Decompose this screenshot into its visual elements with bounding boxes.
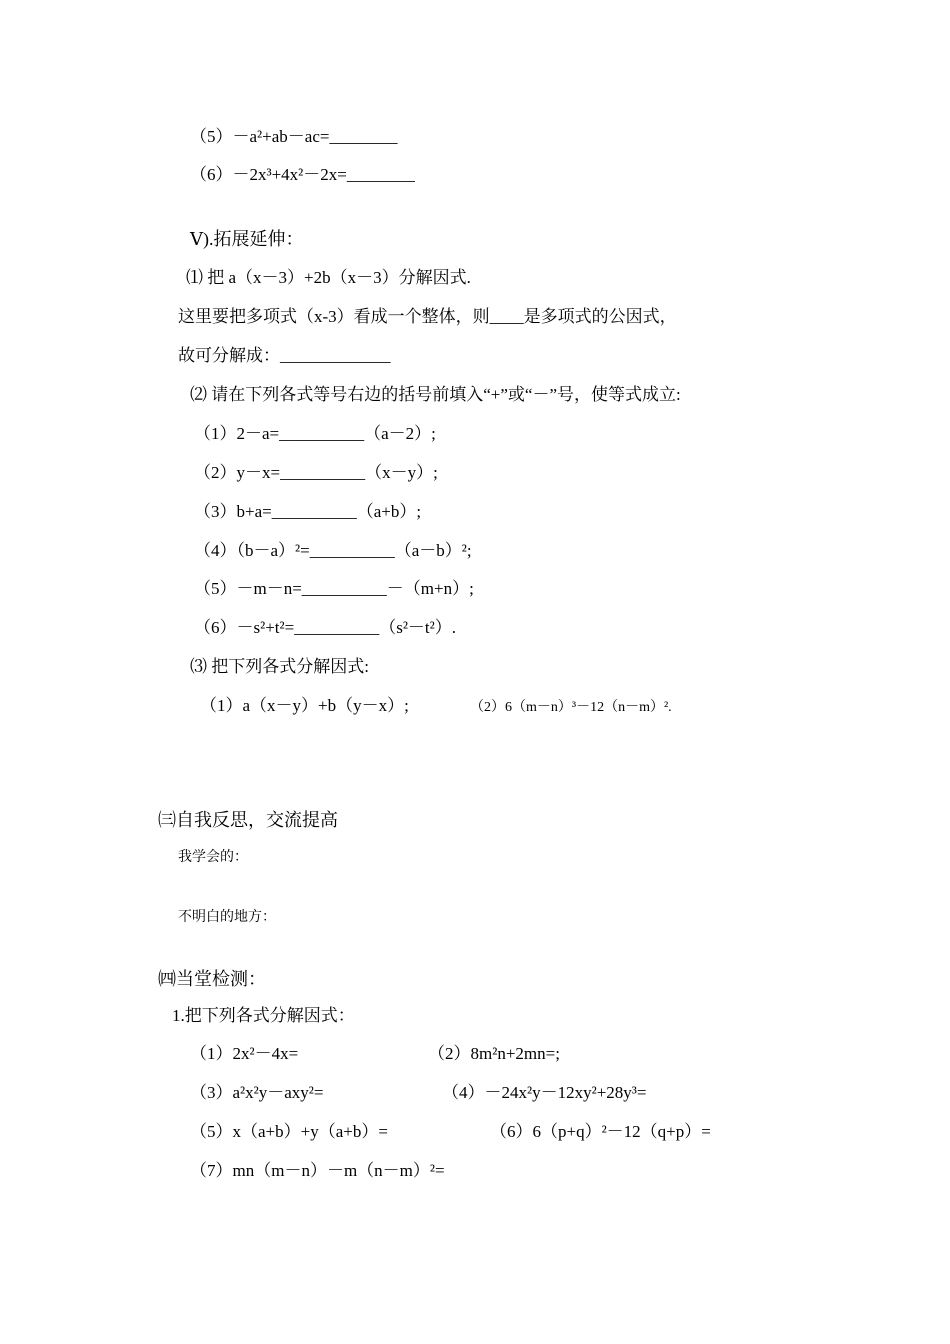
q2-item: （1）2－a=__________（a－2）; <box>194 424 436 443</box>
test-item: （3）a²x²y－axy²= <box>190 1083 324 1102</box>
reflection-heading: ㈢自我反思，交流提高 <box>158 810 338 830</box>
q2-item: （5）－m－n=__________－（m+n）; <box>194 579 474 598</box>
reflection-learned: 我学会的： <box>178 850 248 865</box>
reflection-unclear: 不明白的地方： <box>178 910 276 925</box>
test-heading: ㈣当堂检测： <box>158 969 266 989</box>
q3-item-1: （1）a（x－y）+b（y－x）; <box>200 696 409 715</box>
extension-q1: ⑴ 把 a（x－3）+2b（x－3）分解因式. <box>186 268 471 287</box>
test-item: （2）8m²n+2mn=; <box>428 1044 560 1063</box>
extension-q1-line2: 这里要把多项式（x-3）看成一个整体，则____是多项式的公因式， <box>178 307 677 326</box>
practice-item-6: （6）－2x³+4x²－2x=________ <box>190 165 415 184</box>
q2-item: （6）－s²+t²=__________（s²－t²）. <box>194 618 456 637</box>
q3-item-2: （2）6（m－n）³－12（n－m）². <box>470 700 672 715</box>
extension-q2: ⑵ 请在下列各式等号右边的括号前填入“+”或“－”号，使等式成立: <box>190 385 681 404</box>
test-q1: 1.把下列各式分解因式： <box>172 1006 355 1025</box>
practice-item-5: （5）－a²+ab－ac=________ <box>190 127 398 146</box>
test-item: （4）－24x²y－12xy²+28y³= <box>442 1083 647 1102</box>
test-item: （7）mn（m－n）－m（n－m）²= <box>190 1161 445 1180</box>
q2-item: （4）（b－a）²=__________（a－b）²; <box>194 541 472 560</box>
extension-heading: Ⅴ).拓展延伸： <box>190 229 304 249</box>
extension-q3: ⑶ 把下列各式分解因式: <box>190 657 369 676</box>
test-item: （5）x（a+b）+y（a+b）= <box>190 1122 388 1141</box>
q2-item: （3）b+a=__________（a+b）; <box>194 502 422 521</box>
test-item: （1）2x²－4x= <box>190 1044 299 1063</box>
extension-q1-line3: 故可分解成：_____________ <box>178 346 391 365</box>
test-item: （6）6（p+q）²－12（q+p）= <box>490 1122 711 1141</box>
q2-item: （2）y－x=__________（x－y）; <box>194 463 438 482</box>
